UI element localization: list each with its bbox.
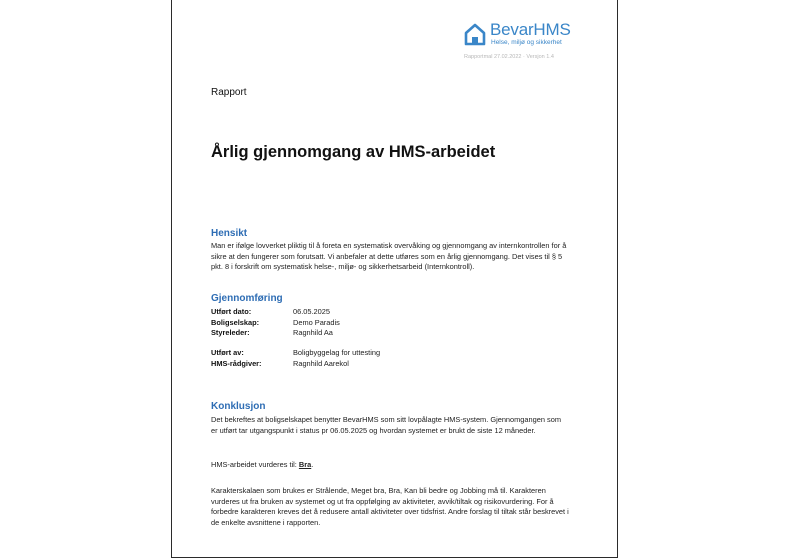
field-value: Demo Paradis: [293, 317, 340, 327]
field-row-date: [211, 307, 340, 318]
execution-heading: Gjennomføring: [211, 293, 283, 304]
template-version: Rapportmal 27.02.2022 · Versjon 1.4: [464, 54, 554, 60]
rating-line: [211, 460, 569, 471]
execution-fields-2: [211, 348, 380, 369]
rating-scale-text: Karakterskalaen som brukes er Strålende, Meget bra, Bra, Kan bli bedre og Jobbing må til. Karakteren vurderes ut fra bruken av systemet og ut fra oppfølging av aktiviteter, avvik/tiltak og risikovurdering. For å forbedre karakteren kreves det å redusere antall aktiviteter over tidsfrist. Andre forslag til tiltak står beskrevet i de enkelte avsnittene i rapporten.: [211, 486, 569, 527]
rating-prefix: HMS-arbeidet vurderes til:: [211, 460, 299, 469]
house-logo-icon: [464, 22, 486, 46]
field-value: Ragnhild Aa: [293, 328, 333, 337]
field-label: Utført av:: [211, 348, 244, 357]
field-row-performed-by: [211, 348, 380, 359]
document-title: Årlig gjennomgang av HMS-arbeidet: [211, 143, 496, 161]
field-label: HMS-rådgiver:: [211, 358, 262, 368]
rating-suffix: .: [311, 460, 314, 469]
conclusion-text: Det bekreftes at boligselskapet benytter BevarHMS som sitt lovpålagte HMS-system. Gjennomgangen som er utført tar utgangspunkt i status pr 06.05.2025 og hvordan systemet er brukt de siste 12 måneder.: [211, 415, 561, 435]
field-label: Utført dato:: [211, 307, 252, 316]
logo-tagline: Helse, miljø og sikkerhet: [491, 39, 562, 46]
field-row-chairperson: [211, 328, 340, 339]
field-value: 06.05.2025: [293, 307, 330, 316]
purpose-heading: Hensikt: [211, 228, 248, 239]
logo-name: BevarHMS: [490, 20, 571, 39]
field-value: Ragnhild Aarekol: [293, 358, 349, 368]
purpose-text: Man er ifølge lovverket pliktig til å foreta en systematisk overvåking og gjennomgang av internkontrollen for å sikre at den fungerer som forutsatt. Vi anbefaler at dette utføres som en årlig gjennomgang. Det vises til § 5 pkt. 8 i forskrift om systematisk helse-, miljø- og sikkerhetsarbeid (Internkontroll).: [211, 241, 567, 271]
field-label: Styreleder:: [211, 328, 250, 337]
conclusion-heading: Konklusjon: [211, 401, 266, 412]
field-value: Boligbyggelag for uttesting: [293, 348, 381, 357]
rating-value: Bra: [298, 460, 312, 469]
field-label: Boligselskap:: [211, 317, 260, 327]
field-row-hms-advisor: [211, 359, 380, 370]
document-type: Rapport: [211, 87, 247, 98]
execution-fields: [211, 307, 340, 339]
report-page: [171, 0, 618, 558]
field-row-housing-company: [211, 318, 340, 329]
bevarhms-logo: [464, 20, 594, 52]
